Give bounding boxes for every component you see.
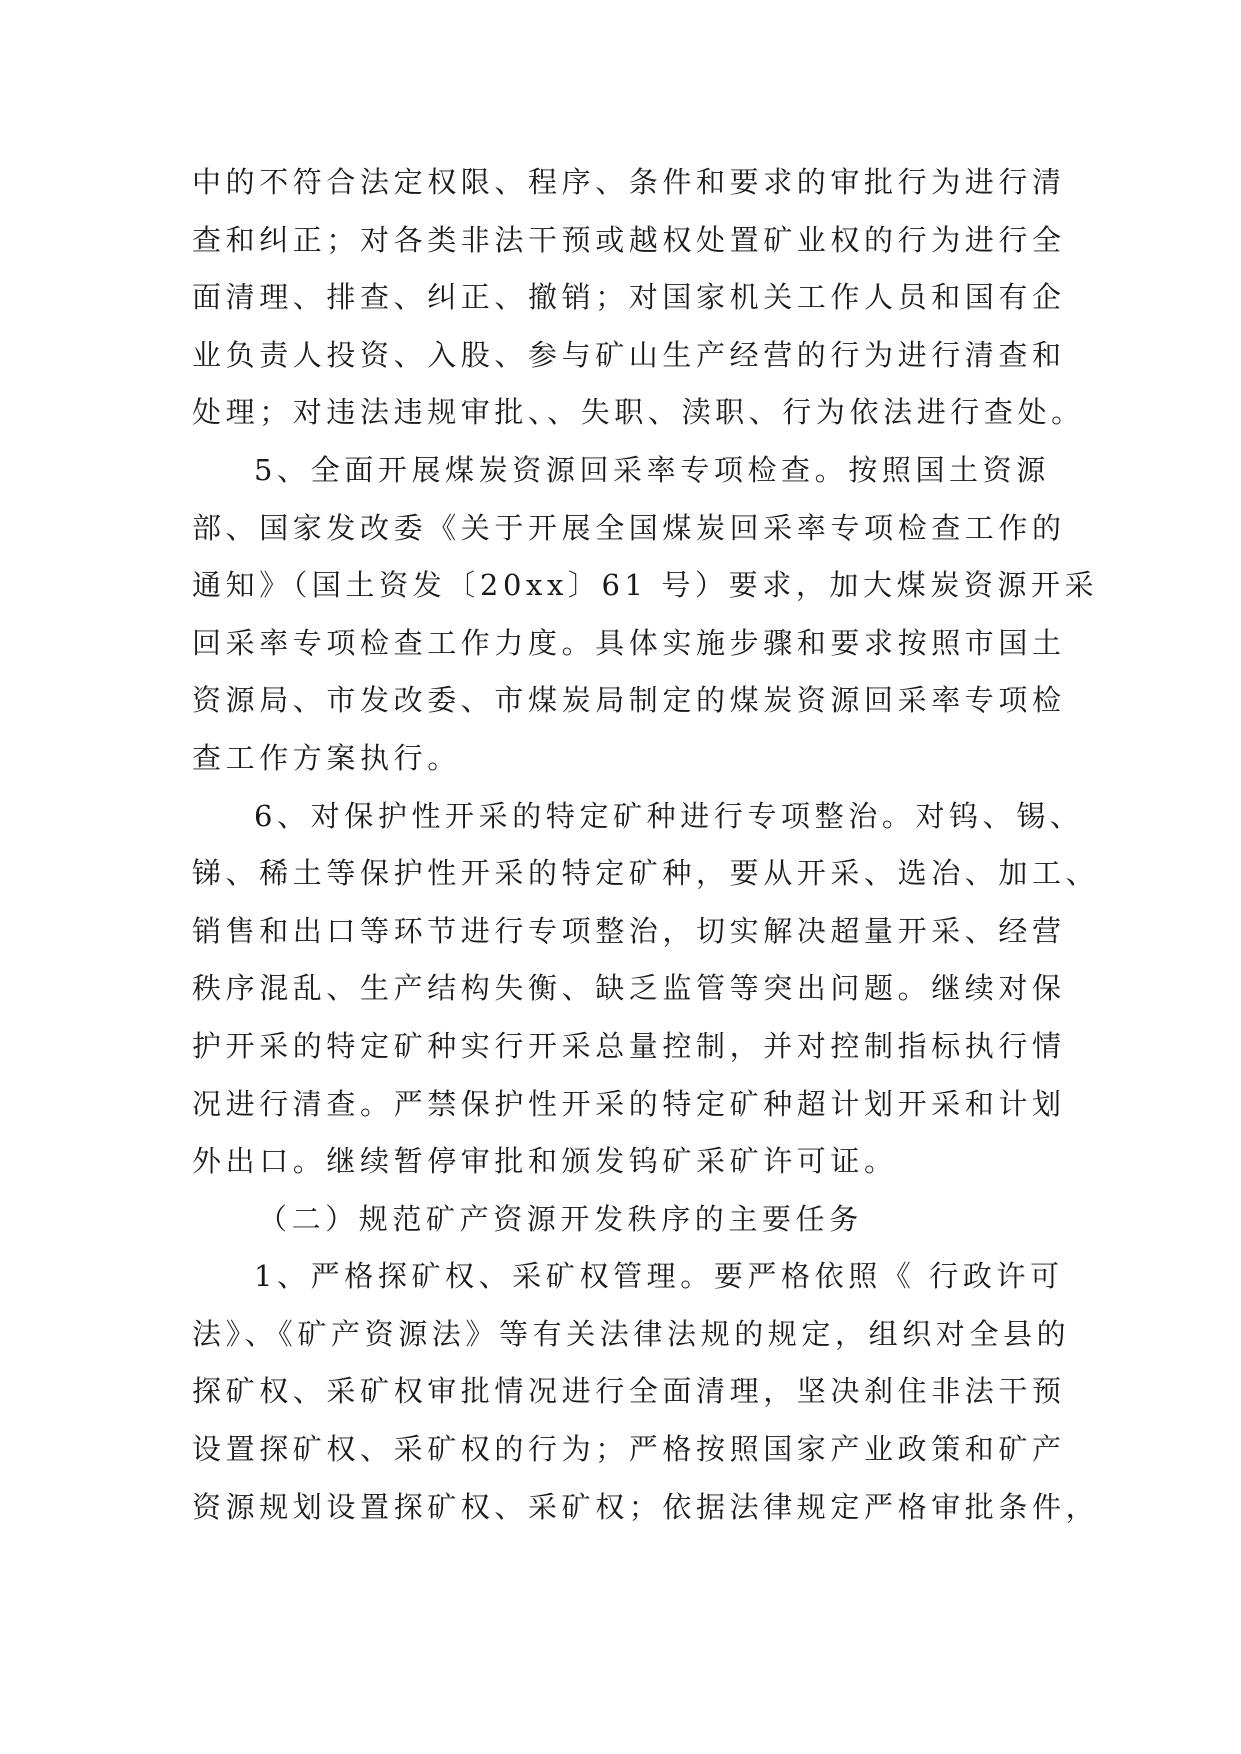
text-line: 通知》（国土资发〔20xx〕61 号）要求，加大煤炭资源开采 — [192, 568, 1099, 603]
text-line: 回采率专项检查工作力度。具体实施步骤和要求按照市国土 — [192, 625, 1066, 660]
text-line: 业负责人投资、入股、参与矿山生产经营的行为进行清查和 — [192, 337, 1066, 372]
text-line: 秩序混乱、生产结构失衡、缺乏监管等突出问题。继续对保 — [192, 971, 1066, 1006]
paragraph-start-line: 5、全面开展煤炭资源回采率专项检查。按照国土资源 — [254, 452, 1050, 487]
paragraph-start-line: 1、严格探矿权、采矿权管理。要严格依照《 行政许可 — [254, 1259, 1064, 1294]
text-line: 销售和出口等环节进行专项整治，切实解决超量开采、经营 — [192, 913, 1066, 948]
text-line: 部、国家发改委《关于开展全国煤炭回采率专项检查工作的 — [192, 510, 1066, 545]
text-line: 外出口。继续暂停审批和颁发钨矿采矿许可证。 — [192, 1144, 898, 1179]
text-line: 查和纠正；对各类非法干预或越权处置矿业权的行为进行全 — [192, 222, 1066, 257]
section-heading: （二）规范矿产资源开发秩序的主要任务 — [258, 1201, 863, 1236]
body-text — [192, 154, 1100, 1536]
text-line: 锑、稀土等保护性开采的特定矿种，要从开采、选冶、加工、 — [192, 856, 1100, 891]
text-line: 处理；对违法违规审批、、失职、渎职、行为依法进行查处。 — [192, 395, 1085, 430]
text-line: 法》、《矿产资源法》等有关法律法规的规定，组织对全县的 — [192, 1316, 1071, 1351]
text-line: 资源规划设置探矿权、采矿权；依据法律规定严格审批条件， — [192, 1489, 1100, 1524]
text-line: 查工作方案执行。 — [192, 740, 461, 775]
text-line: 况进行清查。严禁保护性开采的特定矿种超计划开采和计划 — [192, 1086, 1066, 1121]
text-line: 中的不符合法定权限、程序、条件和要求的审批行为进行清 — [192, 165, 1066, 199]
text-line: 护开采的特定矿种实行开采总量控制，并对控制指标执行情 — [192, 1028, 1066, 1063]
text-line: 资源局、市发改委、市煤炭局制定的煤炭资源回采率专项检 — [192, 683, 1066, 718]
text-line: 探矿权、采矿权审批情况进行全面清理，坚决刹住非法干预 — [192, 1374, 1066, 1409]
text-line: 面清理、排查、纠正、撤销；对国家机关工作人员和国有企 — [192, 280, 1066, 315]
text-line: 设置探矿权、采矿权的行为；严格按照国家产业政策和矿产 — [192, 1432, 1066, 1467]
paragraph-start-line: 6、对保护性开采的特定矿种进行专项整治。对钨、锡、 — [254, 798, 1084, 833]
